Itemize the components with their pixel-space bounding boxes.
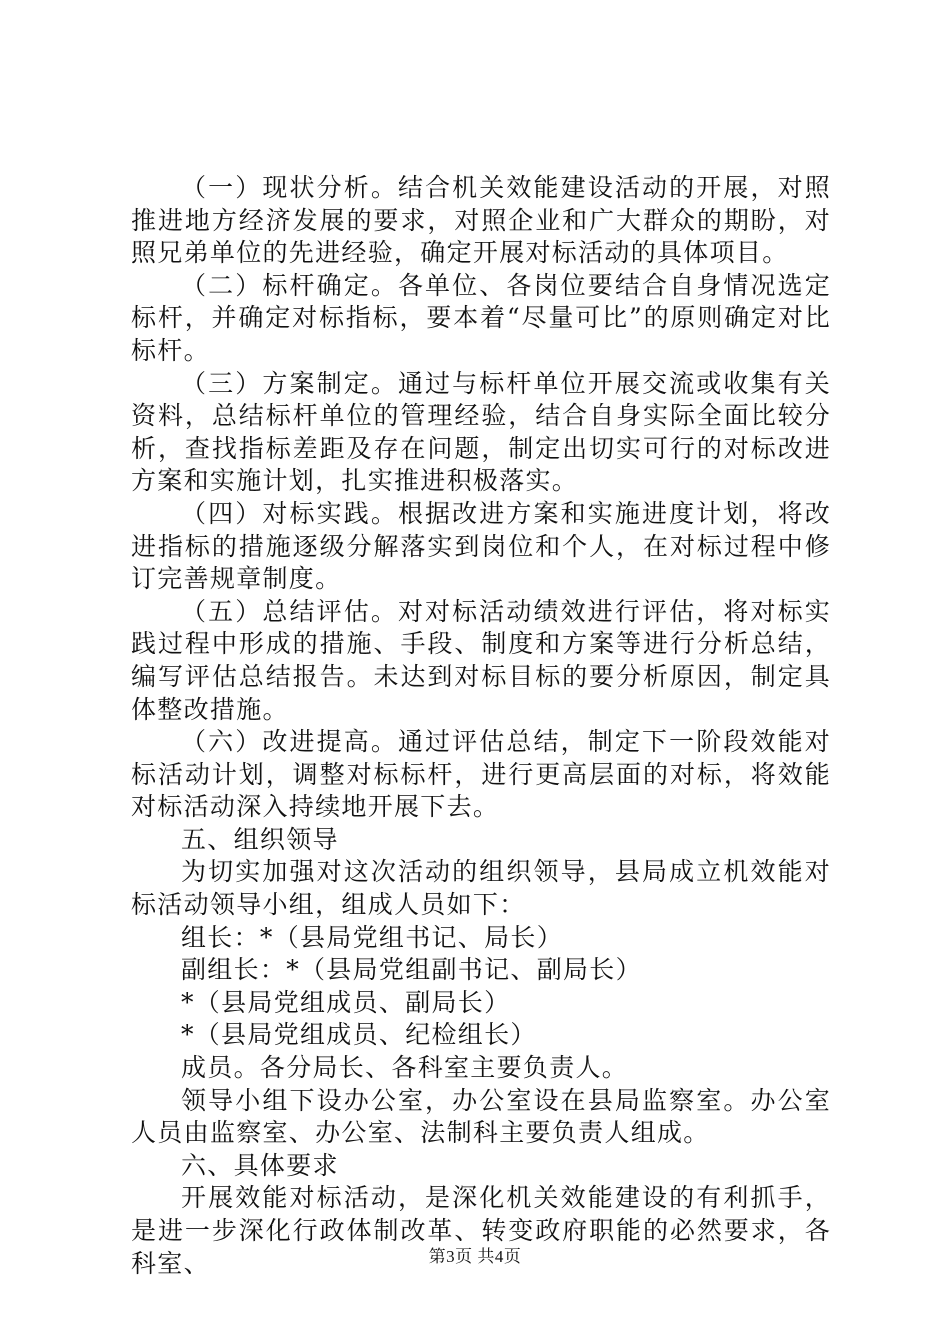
paragraph-improvement: （六）改进提高。通过评估总结，制定下一阶段效能对标活动计划，调整对标标杆，进行更高层面的对标，将效能对标活动深入持续地开展下去。 <box>131 727 831 822</box>
member-leader: 组长：*（县局党组书记、局长） <box>181 922 564 952</box>
paragraph-office: 领导小组下设办公室，办公室设在县局监察室。办公室人员由监察室、办公室、法制科主要负责人组成。 <box>131 1085 831 1148</box>
paragraph-benchmark-practice: （四）对标实践。根据改进方案和实施进度计划，将改进指标的措施逐级分解落实到岗位和个人，在对标过程中修订完善规章制度。 <box>131 498 831 594</box>
paragraph-status-analysis: （一）现状分析。结合机关效能建设活动的开展，对照推进地方经济发展的要求，对照企业和广大群众的期盼，对照兄弟单位的先进经验，确定开展对标活动的具体项目。 <box>131 173 831 268</box>
section-heading-organization: 五、组织领导 <box>181 824 339 854</box>
member-discipline-head: *（县局党组成员、纪检组长） <box>181 1020 537 1050</box>
member-staff: 成员。各分局长、各科室主要负责人。 <box>181 1053 629 1083</box>
paragraph-summary-evaluation: （五）总结评估。对对标活动绩效进行评估，将对标实践过程中形成的措施、手段、制度和方案等进行分析总结，编写评估总结报告。未达到对标目标的要分析原因，制定具体整改措施。 <box>131 596 831 724</box>
member-deputy-director: *（县局党组成员、副局长） <box>181 987 511 1017</box>
member-deputy-leader: 副组长：*（县局党组副书记、副局长） <box>181 955 642 985</box>
document-body <box>131 172 831 1280</box>
paragraph-requirements: 开展效能对标活动，是深化机关效能建设的有利抓手，是进一步深化行政体制改革、转变政府职能的必然要求，各科室、 <box>131 1183 831 1278</box>
section-heading-requirements: 六、具体要求 <box>181 1150 339 1180</box>
paragraph-leadership-group: 为切实加强对这次活动的组织领导，县局成立机效能对标活动领导小组，组成人员如下： <box>131 857 831 920</box>
page-number-footer: 第3页 共4页 <box>428 1247 522 1266</box>
paragraph-benchmark-selection: （二）标杆确定。各单位、各岗位要结合自身情况选定标杆，并确定对标指标，要本着“尽量可比”的原则确定对比标杆。 <box>131 270 831 365</box>
paragraph-plan-formulation: （三）方案制定。通过与标杆单位开展交流或收集有关资料，总结标杆单位的管理经验，结合自身实际全面比较分析，查找指标差距及存在问题，制定出切实可行的对标改进方案和实施计划，扎实推进积极落实。 <box>131 368 831 496</box>
